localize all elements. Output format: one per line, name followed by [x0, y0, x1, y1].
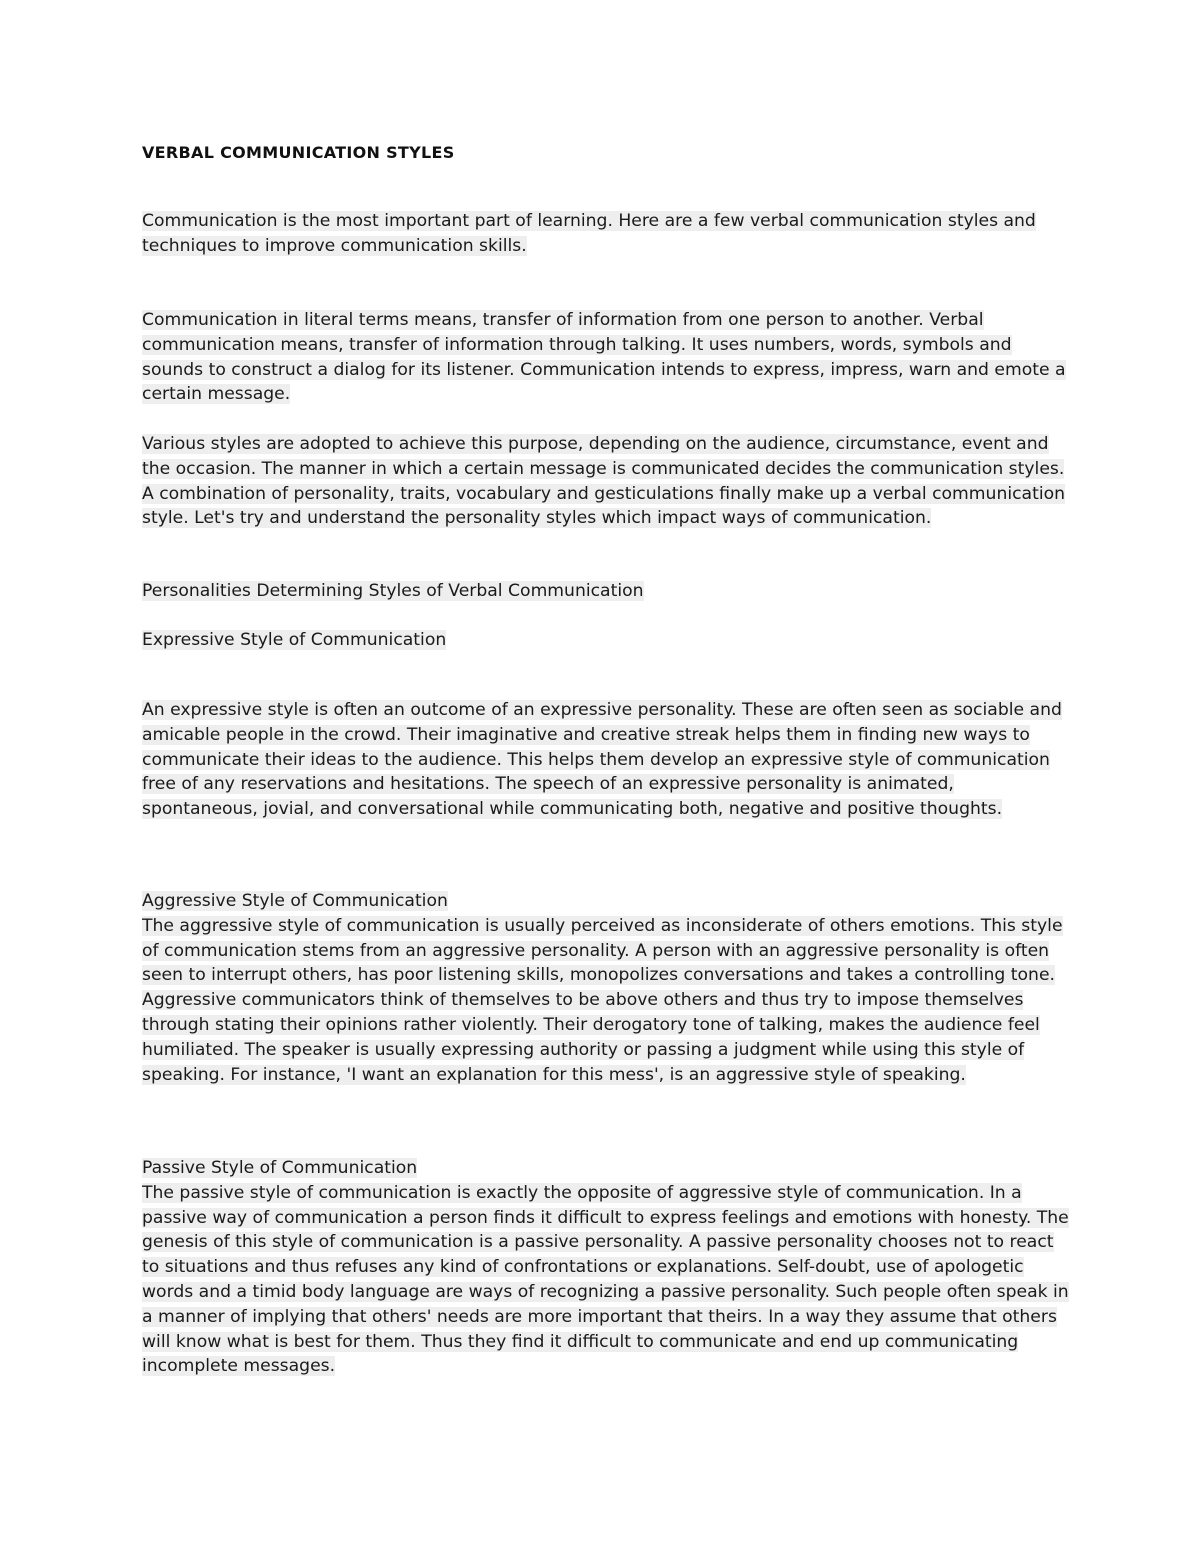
- passive-heading-text: Passive Style of Communication: [142, 1158, 418, 1178]
- passive-body-text: The passive style of communication is exactly the opposite of aggressive style of communication. In a passive way of communication a person finds it difficult to express feelings and emotions with honesty. The genesis of this style of communication is a passive personality. A passive personality chooses not to react to situations and thus refuses any kind of confrontations or explanations. Self-doubt, use of apologetic words and a timid body language are ways of recognizing a passive personality. Such people often speak in a manner of implying that others' needs are more important that theirs. In a way they assume that others will know what is best for them. Thus they find it difficult to communicate and end up communicating incomplete messages.: [142, 1182, 1069, 1377]
- styles-overview-text: Various styles are adopted to achieve this purpose, depending on the audience, circumstance, event and the occasion. The manner in which a certain message is communicated decides the communication styles. A combination of personality, traits, vocabulary and gesticulations finally make up a verbal communication style. Let's try and understand the personality styles which impact ways of communication.: [142, 434, 1066, 529]
- document-title: VERBAL COMMUNICATION STYLES: [142, 143, 455, 162]
- section-heading-text: Personalities Determining Styles of Verbal Communication: [142, 581, 644, 601]
- intro-text: Communication is the most important part of learning. Here are a few verbal communication styles and techniques to improve communication skills.: [142, 211, 1036, 256]
- expressive-heading-text: Expressive Style of Communication: [142, 630, 447, 650]
- expressive-body-text: An expressive style is often an outcome of an expressive personality. These are often seen as sociable and amicable people in the crowd. Their imaginative and creative streak helps them in finding new ways to communicate their ideas to the audience. This helps them develop an expressive style of communication free of any reservations and hesitations. The speech of an expressive personality is animated, spontaneous, jovial, and conversational while communicating both, negative and positive thoughts.: [142, 700, 1062, 820]
- section-heading: [142, 579, 1072, 604]
- styles-overview-paragraph: [142, 432, 1072, 531]
- aggressive-body-text: The aggressive style of communication is usually perceived as inconsiderate of others emotions. This style of communication stems from an aggressive personality. A person with an aggressive personality is often seen to interrupt others, has poor listening skills, monopolizes conversations and takes a controlling tone. Aggressive communicators think of themselves to be above others and thus try to impose themselves through stating their opinions rather violently. Their derogatory tone of talking, makes the audience feel humiliated. The speaker is usually expressing authority or passing a judgment while using this style of speaking. For instance, 'I want an explanation for this mess', is an aggressive style of speaking.: [142, 915, 1063, 1085]
- passive-heading: [142, 1156, 1072, 1181]
- aggressive-section: [142, 889, 1072, 1087]
- expressive-paragraph: [142, 698, 1072, 822]
- expressive-heading: [142, 628, 1072, 653]
- aggressive-heading-text: Aggressive Style of Communication: [142, 891, 448, 911]
- passive-section: [142, 1156, 1072, 1379]
- aggressive-heading: [142, 889, 1072, 914]
- definition-text: Communication in literal terms means, transfer of information from one person to another. Verbal communication means, transfer of information through talking. It uses numbers, words, symbols and sounds to construct a dialog for its listener. Communication intends to express, impress, warn and emote a certain message.: [142, 310, 1066, 405]
- definition-paragraph: [142, 308, 1072, 407]
- intro-paragraph: [142, 209, 1072, 259]
